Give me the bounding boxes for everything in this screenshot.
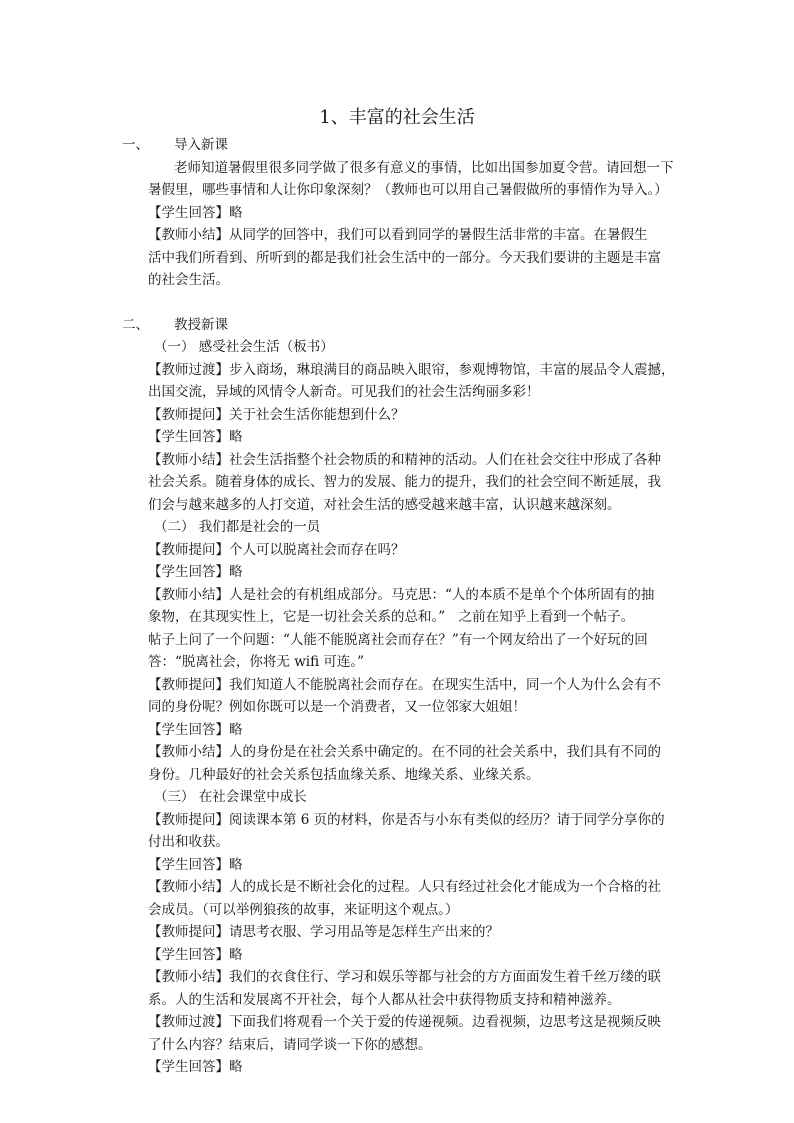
section-heading [122, 314, 677, 337]
paragraph-line: 【教师提问】阅读课本第 6 页的材料，你是否与小东有类似的经历？请于同学分享你的 [148, 811, 665, 828]
paragraph-line: 的社会生活。 [148, 272, 229, 288]
section-title: 导入新课 [174, 137, 228, 153]
paragraph-line: 【学生回答】略 [148, 204, 243, 221]
paragraph-line: 【教师小结】人的身份是在社会关系中确定的。在不同的社会关系中，我们具有不同的 [148, 744, 661, 760]
paragraph-line: 【教师小结】社会生活指整个社会物质的和精神的活动。人们在社会交往中形成了各种 [148, 451, 661, 468]
paragraph-line: 【教师小结】从同学的回答中，我们可以看到同学的暑假生活非常的丰富。在暑假生 [148, 227, 648, 243]
paragraph-line: 【教师提问】我们知道人不能脱离社会而存在。在现实生活中，同一个人为什么会有不 [148, 676, 661, 693]
paragraph-line: 【教师过渡】步入商场，琳琅满目的商品映入眼帘，参观博物馆，丰富的展品令人震撼， [148, 361, 675, 378]
paragraph-line: 【教师提问】请思考衣服、学习用品等是怎样生产出来的？ [148, 924, 499, 940]
paragraph-line: 象物，在其现实性上，它是一切社会关系的总和。” 之前在知乎上看到一个帖子。 [148, 609, 635, 625]
section-number: 一、 [122, 137, 149, 153]
paragraph-line: 了什么内容？结束后，请同学谈一下你的感想。 [148, 1036, 432, 1053]
section-title: 教授新课 [174, 316, 228, 333]
paragraph-line: 【教师小结】人的成长是不断社会化的过程。人只有经过社会化才能成为一个合格的社 [148, 879, 661, 895]
paragraph-line: 老师知道暑假里很多同学做了很多有意义的事情，比如出国参加夏令营。请回想一下 [174, 159, 674, 176]
paragraph-line: 系。人的生活和发展离不开社会，每个人都从社会中获得物质支持和精神滋养。 [148, 991, 621, 1008]
paragraph-line: 们会与越来越多的人打交道，对社会生活的感受越来越丰富，认识越来越深刻。 [148, 496, 621, 513]
subsection-heading: （二） 我们都是社会的一员 [154, 519, 321, 535]
paragraph-line: 身份。几种最好的社会关系包括血缘关系、地缘关系、业缘关系。 [148, 766, 540, 783]
section-teaching [122, 314, 677, 1079]
paragraph-line: 【教师过渡】下面我们将观看一个关于爱的传递视频。边看视频，边思考这是视频反映 [148, 1014, 661, 1030]
paragraph-line: 帖子上问了一个问题：“人能不能脱离社会而存在？”有一个网友给出了一个好玩的回 [148, 631, 648, 648]
paragraph-line: 【教师小结】人是社会的有机组成部分。马克思：“人的本质不是单个个体所固有的抽 [148, 586, 655, 603]
paragraph-line: 暑假里，哪些事情和人让你印象深刻？（教师也可以用自己暑假做所的事情作为导入。） [148, 182, 668, 198]
paragraph-line: 【教师提问】关于社会生活你能想到什么？ [148, 406, 405, 423]
paragraph-line: 答：“脱离社会，你将无 wifi 可连。” [148, 654, 365, 670]
document-body [122, 134, 677, 1079]
paragraph-line: 【学生回答】略 [148, 721, 243, 738]
paragraph-line: 同的身份呢？例如你既可以是一个消费者，又一位邻家大姐姐！ [148, 699, 526, 715]
document-title: 1、丰富的社会生活 [319, 107, 475, 128]
paragraph-line: 【学生回答】略 [148, 429, 243, 445]
paragraph-line: 【学生回答】略 [148, 564, 243, 580]
paragraph-line: 【教师提问】个人可以脱离社会而存在吗？ [148, 541, 405, 558]
subsection-heading: （三） 在社会课堂中成长 [154, 789, 307, 805]
paragraph-line: 付出和收获。 [148, 834, 229, 850]
paragraph-line: 会成员。（可以举例狼孩的故事，来证明这个观点。） [148, 901, 459, 918]
subsection-heading: （一） 感受社会生活（板书） [154, 339, 334, 355]
paragraph-line: 出国交流，异域的风情令人新奇。可见我们的社会生活绚丽多彩！ [148, 384, 540, 400]
paragraph-line: 【学生回答】略 [148, 1059, 243, 1075]
section-intro [122, 134, 677, 292]
blank-line [122, 292, 677, 314]
paragraph-line: 【教师小结】我们的衣食住行、学习和娱乐等都与社会的方方面面发生着千丝万缕的联 [148, 969, 661, 985]
paragraph-line: 【学生回答】略 [148, 946, 243, 963]
paragraph-line: 社会关系。随着身体的成长、智力的发展、能力的提升，我们的社会空间不断延展，我 [148, 474, 661, 490]
paragraph-line: 活中我们所看到、所听到的都是我们社会生活中的一部分。今天我们要讲的主题是丰富 [148, 249, 661, 266]
paragraph-line: 【学生回答】略 [148, 856, 243, 873]
section-number: 二、 [122, 316, 149, 333]
section-heading [122, 134, 677, 157]
